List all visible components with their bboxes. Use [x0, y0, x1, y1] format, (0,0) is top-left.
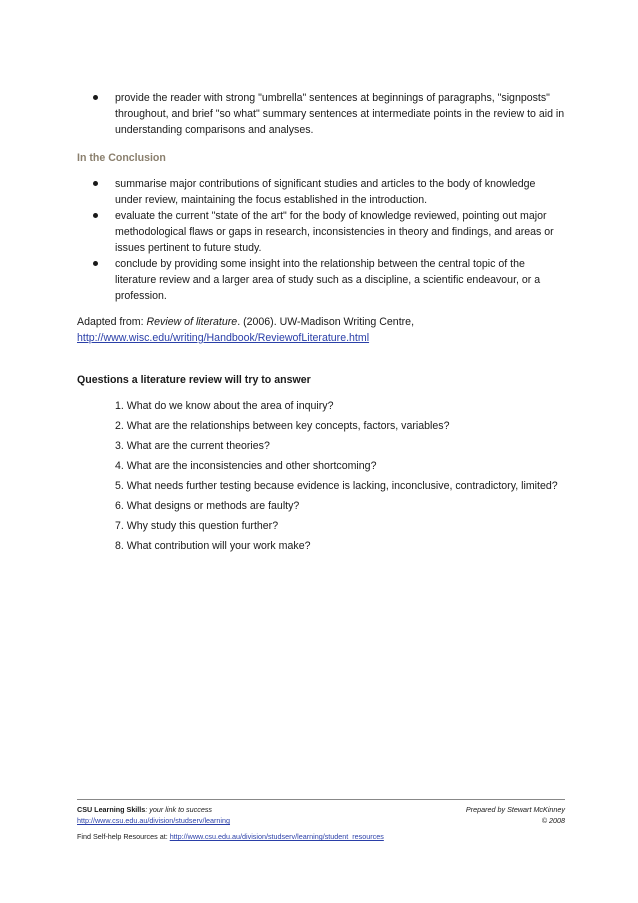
citation-suffix: . (2006). UW-Madison Writing Centre,: [237, 316, 415, 328]
footer-row-3: [77, 831, 565, 842]
footer-copyright: © 2008: [541, 816, 565, 825]
list-item: 4. What are the inconsistencies and other shortcoming?: [115, 460, 377, 472]
conclusion-heading: In the Conclusion: [77, 152, 166, 164]
bullet-icon: [93, 95, 98, 100]
footer-prepared-by: Prepared by Stewart McKinney: [465, 805, 565, 814]
bullet-text: evaluate the current "state of the art" for the body of knowledge reviewed, pointing out major methodological flaws or gaps in research, inconsistencies in theory and findings, and areas or issues pertinent to future study.: [115, 210, 554, 254]
footer-row-2: [77, 815, 565, 826]
bullet-icon: [93, 181, 98, 186]
bullet-icon: [93, 261, 98, 266]
footer-selfhelp-prefix: Find Self-help Resources at:: [77, 832, 170, 841]
citation-link[interactable]: http://www.wisc.edu/writing/Handbook/ReviewofLiterature.html: [77, 332, 370, 344]
list-item: 1. What do we know about the area of inquiry?: [115, 400, 334, 412]
citation-title: Review of literature: [146, 316, 238, 328]
questions-list: [77, 398, 565, 554]
list-item: [77, 256, 565, 304]
list-item: [77, 208, 565, 256]
list-item: 3. What are the current theories?: [115, 440, 270, 452]
list-item: 8. What contribution will your work make?: [115, 540, 311, 552]
footer-org: CSU Learning Skills: [77, 805, 146, 814]
list-item: 5. What needs further testing because evidence is lacking, inconclusive, contradictory, limited?: [115, 480, 558, 492]
bullet-icon: [93, 213, 98, 218]
footer-row-1: [77, 804, 565, 815]
footer-org-line: [77, 804, 212, 815]
list-item: 6. What designs or methods are faulty?: [115, 500, 300, 512]
page-footer: [77, 799, 565, 842]
conclusion-bullet-list: [77, 176, 565, 304]
footer-resources-link[interactable]: http://www.csu.edu.au/division/studserv/learning/student_resources: [169, 832, 384, 841]
footer-tagline: : your link to success: [145, 805, 213, 814]
list-item: [77, 176, 565, 208]
list-item: [77, 90, 565, 138]
bullet-text: summarise major contributions of significant studies and articles to the body of knowledge under review, maintaining the focus established in the introduction.: [115, 178, 536, 206]
bullet-text: provide the reader with strong "umbrella" sentences at beginnings of paragraphs, "signposts" throughout, and brief "so what" summary sentences at intermediate points in the review to aid in understanding comparisons and analyses.: [115, 92, 565, 136]
page-content: [77, 90, 565, 558]
citation-prefix: Adapted from:: [77, 316, 147, 328]
bullet-text: conclude by providing some insight into the relationship between the central topic of the literature review and a larger area of study such as a discipline, a scientific endeavour, or a profession.: [115, 258, 541, 302]
adapted-citation: [77, 314, 565, 346]
list-item: 7. Why study this question further?: [115, 520, 279, 532]
list-item: 2. What are the relationships between key concepts, factors, variables?: [115, 420, 450, 432]
questions-heading: Questions a literature review will try to answer: [77, 374, 311, 386]
intro-bullet-list: [77, 90, 565, 138]
footer-learning-link[interactable]: http://www.csu.edu.au/division/studserv/learning: [77, 816, 231, 825]
